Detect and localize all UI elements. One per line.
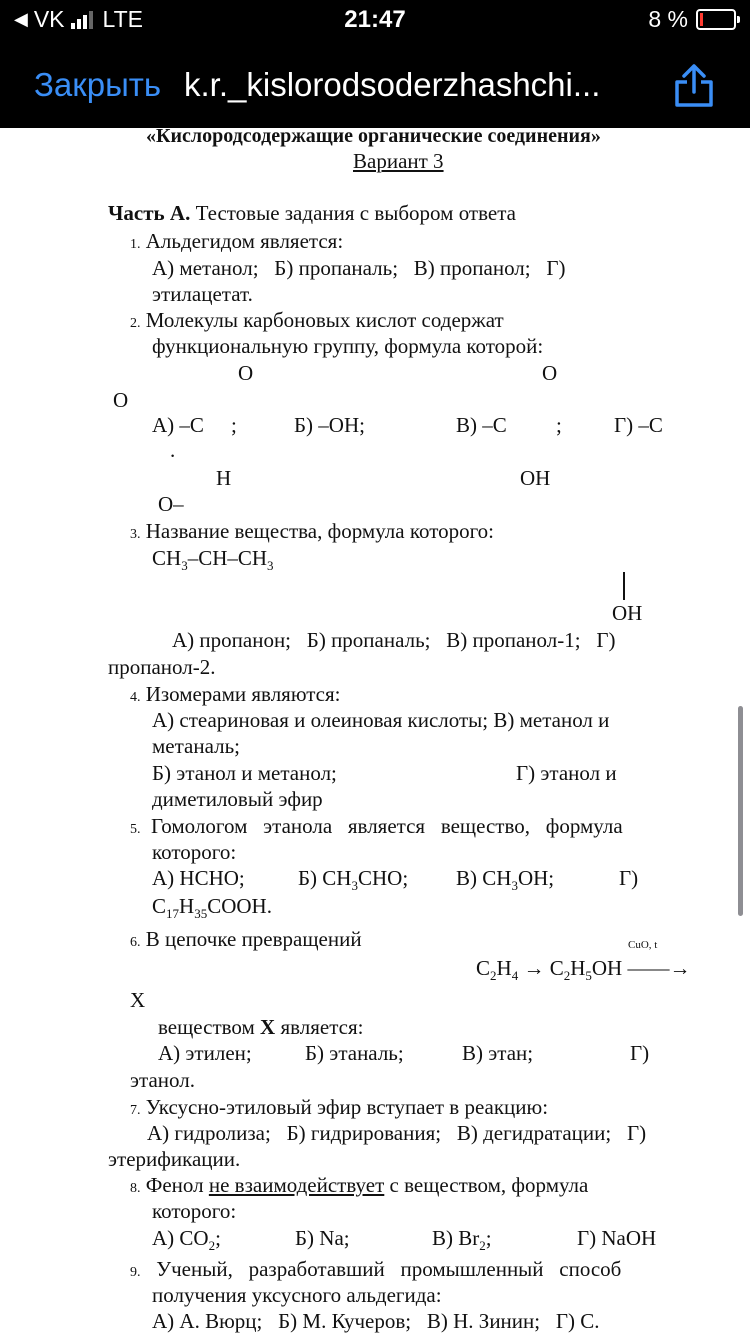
q2-h: Н: [216, 466, 232, 490]
question-5: 5. Гомологом этанола является вещество, формула: [130, 814, 623, 838]
q2-option-a: А) –С: [152, 413, 204, 437]
q8-option-g: Г) NaOH: [577, 1226, 657, 1250]
q5-option-b: Б) $CH_3CHO$;: [298, 866, 409, 894]
part-label: Часть А.: [108, 201, 191, 225]
q3-options-cont: пропанол-2.: [108, 655, 216, 679]
viewer-nav-bar: [0, 42, 750, 128]
question-8: 8. Фенол не взаимодействует с веществом, формула: [130, 1173, 589, 1197]
q3-options: А) пропанон; Б) пропаналь; В) пропанол-1; Г): [172, 628, 616, 652]
q3-bond-line: [623, 572, 625, 600]
q4-options: А) стеариновая и олеиновая кислоты; В) метанол и: [152, 708, 610, 732]
q2-option-v: В) –С: [456, 413, 507, 437]
q4-option-g-cont: диметиловый эфир: [152, 787, 323, 811]
q5-option-a: А) НСНО;: [152, 866, 245, 890]
battery-percent: 8 %: [648, 6, 688, 32]
q3-oh: OH: [612, 601, 643, 625]
question-6: 6. В цепочке превращений: [130, 927, 362, 951]
q2-semicolon-v: ;: [556, 413, 562, 437]
q6-condition: CuO, t: [628, 939, 658, 951]
q6-chain: $C_2H_4 \to C_2H_5OH$ ——→: [476, 956, 691, 984]
battery-icon: [696, 9, 736, 30]
part-text: Тестовые задания с выбором ответа: [190, 201, 516, 225]
q2-option-b: Б) –ОН;: [294, 413, 365, 437]
scroll-indicator[interactable]: [738, 706, 743, 916]
document-title: k.r._kislorodsoderzhashchi...: [184, 66, 601, 103]
q6-option-b: Б) этаналь;: [305, 1041, 404, 1065]
q2-oh: ОН: [520, 466, 551, 490]
q6-x: X: [130, 988, 146, 1012]
q1-options: А) метанол; Б) пропаналь; В) пропанол; Г): [152, 256, 566, 280]
q4-options-cont: метаналь;: [152, 734, 240, 758]
q6-option-a: А) этилен;: [158, 1041, 252, 1065]
q4-option-b: Б) этанол и метанол;: [152, 761, 337, 785]
doc-heading: «Кислородсодержащие органические соединения»: [146, 125, 601, 147]
q2-semicolon-a: ;: [231, 413, 237, 437]
q9-options: А) А. Вюрц; Б) М. Кучеров; В) Н. Зинин; Г) С.: [152, 1309, 600, 1333]
document-page: [0, 125, 750, 1334]
share-icon[interactable]: [672, 62, 716, 108]
q2-o-minus: О–: [158, 492, 184, 516]
part-heading: [108, 203, 516, 224]
q8-option-b: Б) Na;: [295, 1226, 350, 1250]
q5-option-v: В) $CH_3OH$;: [456, 866, 555, 894]
network-type: LTE: [102, 6, 144, 32]
q2-o-v: О: [542, 361, 558, 385]
question-9: 9. Ученый, разработавший промышленный способ: [130, 1257, 622, 1281]
variant-label: Вариант 3: [353, 149, 444, 173]
q9-text-cont: получения уксусного альдегида:: [152, 1283, 442, 1307]
question-4: 4. Изомерами являются:: [130, 682, 341, 706]
close-button[interactable]: Закрыть: [34, 66, 162, 103]
q6-option-g-cont: этанол.: [130, 1068, 195, 1092]
question-1: 1. Альдегидом является:: [130, 229, 344, 253]
q6-option-v: В) этан;: [462, 1041, 534, 1065]
q4-option-g: Г) этанол и: [516, 761, 617, 785]
status-right: [648, 6, 736, 33]
q3-formula: $CH_3-CH-CH_3$: [152, 546, 274, 574]
question-3: 3. Название вещества, формула которого:: [130, 519, 495, 543]
back-arrow-icon[interactable]: ◀: [14, 9, 28, 29]
q8-option-v: В) $Br_2$;: [432, 1226, 492, 1254]
q7-options-cont: этерификации.: [108, 1147, 241, 1171]
q2-option-g: Г) –С: [614, 413, 663, 437]
status-bar: [0, 0, 750, 42]
q6-option-g: Г): [630, 1041, 650, 1065]
question-7: 7. Уксусно-этиловый эфир вступает в реакцию:: [130, 1095, 549, 1119]
q8-option-a: А) $CO_2$;: [152, 1226, 221, 1254]
q2-o-a: О: [238, 361, 254, 385]
q1-options-cont: этилацетат.: [152, 282, 253, 306]
q2-dot: .: [170, 438, 176, 462]
q5-option-g: Г): [619, 866, 639, 890]
clock: 21:47: [344, 6, 406, 33]
carrier: VK: [33, 6, 65, 32]
question-2: 2. Молекулы карбоновых кислот содержат: [130, 308, 504, 332]
q2-text-cont: функциональную группу, формула которой:: [152, 334, 544, 358]
q8-text-cont: которого:: [152, 1199, 237, 1223]
q6-text-cont: веществом X является:: [158, 1015, 364, 1039]
q5-option-g-cont: $C_{17}H_{35}COOH$.: [152, 894, 272, 922]
q5-text-cont: которого:: [152, 840, 237, 864]
q2-o-left: О: [113, 388, 129, 412]
q7-options: А) гидролиза; Б) гидрирования; В) дегидратации; Г): [147, 1121, 647, 1145]
